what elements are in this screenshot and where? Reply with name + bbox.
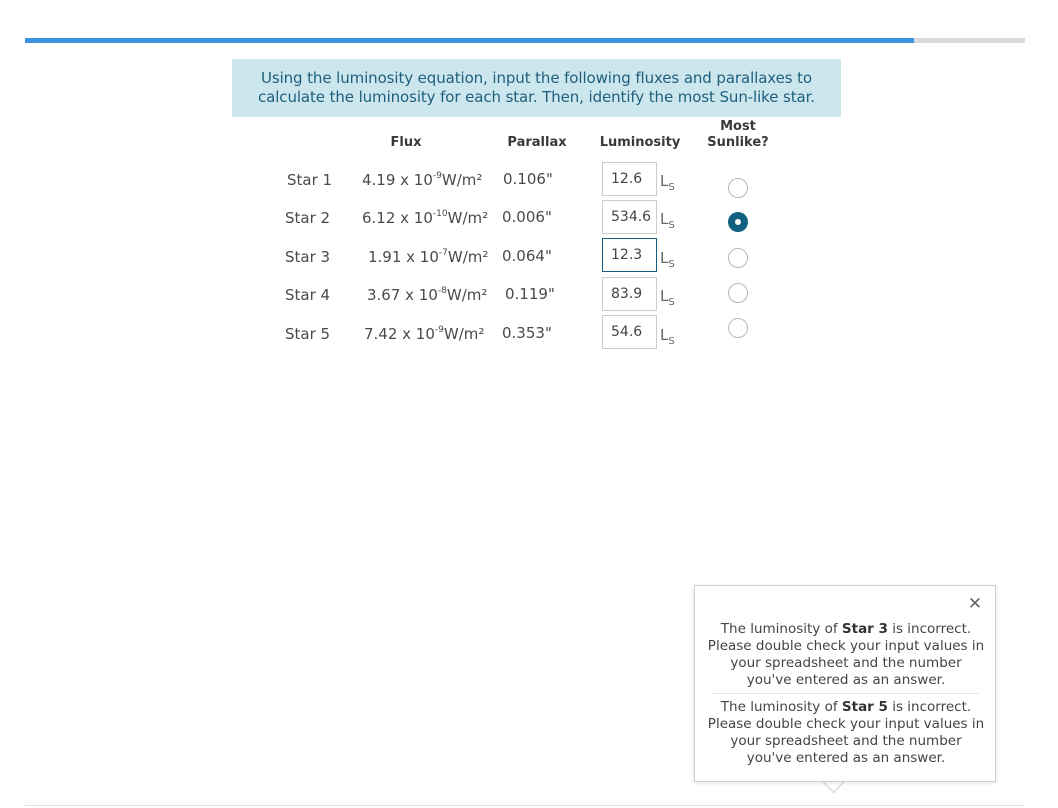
- flux-mantissa: 6.12 x 10: [362, 209, 433, 227]
- instructions-line-1: Using the luminosity equation, input the following fluxes and parallaxes to: [260, 69, 812, 87]
- feedback-message-pre: The luminosity of: [720, 621, 842, 637]
- unit-base: L: [660, 210, 669, 228]
- flux-star-4: [367, 286, 487, 304]
- luminosity-input-star-1[interactable]: [602, 162, 657, 196]
- unit-base: L: [660, 326, 669, 344]
- feedback-message-2: [707, 699, 985, 767]
- sunlike-radio-star-4[interactable]: [728, 283, 748, 303]
- flux-exponent: -9: [434, 325, 444, 335]
- unit-sub: S: [668, 336, 675, 347]
- header-parallax: Parallax: [507, 135, 567, 150]
- luminosity-unit-star-5: [660, 326, 675, 347]
- header-most-sunlike: [703, 119, 773, 151]
- parallax-star-4: 0.119": [505, 285, 555, 303]
- row-label-star-5: Star 5: [285, 325, 331, 343]
- luminosity-input-star-5[interactable]: [602, 315, 657, 349]
- flux-exponent: -9: [432, 171, 442, 181]
- luminosity-input-star-4[interactable]: [602, 277, 657, 311]
- flux-star-5: [364, 325, 484, 343]
- luminosity-unit-star-2: [660, 210, 675, 231]
- sunlike-radio-star-5[interactable]: [728, 318, 748, 338]
- row-label-star-1: Star 1: [287, 171, 333, 189]
- flux-exponent: -10: [432, 209, 448, 219]
- flux-star-3: [368, 248, 488, 266]
- flux-star-1: [362, 171, 482, 189]
- flux-unit: W/m²: [447, 209, 489, 227]
- luminosity-unit-star-1: [660, 172, 675, 193]
- unit-sub: S: [668, 259, 675, 270]
- flux-mantissa: 3.67 x 10: [367, 286, 438, 304]
- unit-base: L: [660, 172, 669, 190]
- header-most-sunlike-line-2: Sunlike?: [707, 135, 769, 150]
- header-most-sunlike-line-1: Most: [720, 119, 756, 134]
- luminosity-input-star-3[interactable]: [602, 238, 657, 272]
- flux-unit: W/m²: [441, 171, 483, 189]
- parallax-star-1: 0.106": [503, 170, 553, 188]
- flux-mantissa: 4.19 x 10: [362, 171, 433, 189]
- parallax-star-2: 0.006": [502, 208, 552, 226]
- progress-bar: [25, 38, 1025, 43]
- feedback-message-pre: The luminosity of: [720, 699, 842, 715]
- flux-mantissa: 1.91 x 10: [368, 248, 439, 266]
- feedback-message-1: [707, 621, 985, 689]
- sunlike-radio-star-3[interactable]: [728, 248, 748, 268]
- flux-exponent: -7: [438, 248, 448, 258]
- feedback-message-post: is incorrect. Please double check your input values in your spreadsheet and the number you've entered as an answer.: [707, 621, 985, 688]
- sunlike-radio-star-1[interactable]: [728, 178, 748, 198]
- flux-exponent: -8: [437, 286, 447, 296]
- feedback-message-post: is incorrect. Please double check your input values in your spreadsheet and the number you've entered as an answer.: [707, 699, 985, 766]
- sunlike-radio-star-2[interactable]: [728, 212, 748, 232]
- flux-unit: W/m²: [446, 286, 488, 304]
- feedback-message-star: Star 3: [841, 621, 888, 637]
- header-flux: Flux: [390, 135, 422, 150]
- progress-bar-fill: [25, 38, 914, 43]
- feedback-popup: [694, 585, 996, 782]
- row-label-star-2: Star 2: [285, 209, 331, 227]
- parallax-star-5: 0.353": [502, 324, 552, 342]
- flux-star-2: [362, 209, 488, 227]
- instructions-banner: [232, 59, 841, 117]
- row-label-star-3: Star 3: [285, 248, 331, 266]
- header-luminosity: Luminosity: [599, 135, 681, 150]
- unit-base: L: [660, 249, 669, 267]
- instructions-line-2: calculate the luminosity for each star. Then, identify the most Sun-like star.: [258, 88, 815, 106]
- flux-mantissa: 7.42 x 10: [364, 325, 435, 343]
- unit-sub: S: [668, 297, 675, 308]
- luminosity-unit-star-3: [660, 249, 675, 270]
- close-icon[interactable]: ✕: [967, 594, 983, 614]
- parallax-star-3: 0.064": [502, 247, 552, 265]
- flux-unit: W/m²: [447, 248, 489, 266]
- bottom-divider: [25, 805, 1025, 806]
- luminosity-unit-star-4: [660, 287, 675, 308]
- feedback-message-star: Star 5: [841, 699, 888, 715]
- flux-unit: W/m²: [443, 325, 485, 343]
- unit-sub: S: [668, 182, 675, 193]
- row-label-star-4: Star 4: [285, 286, 331, 304]
- luminosity-input-star-2[interactable]: [602, 200, 657, 234]
- feedback-divider: [711, 693, 979, 694]
- unit-sub: S: [668, 220, 675, 231]
- unit-base: L: [660, 287, 669, 305]
